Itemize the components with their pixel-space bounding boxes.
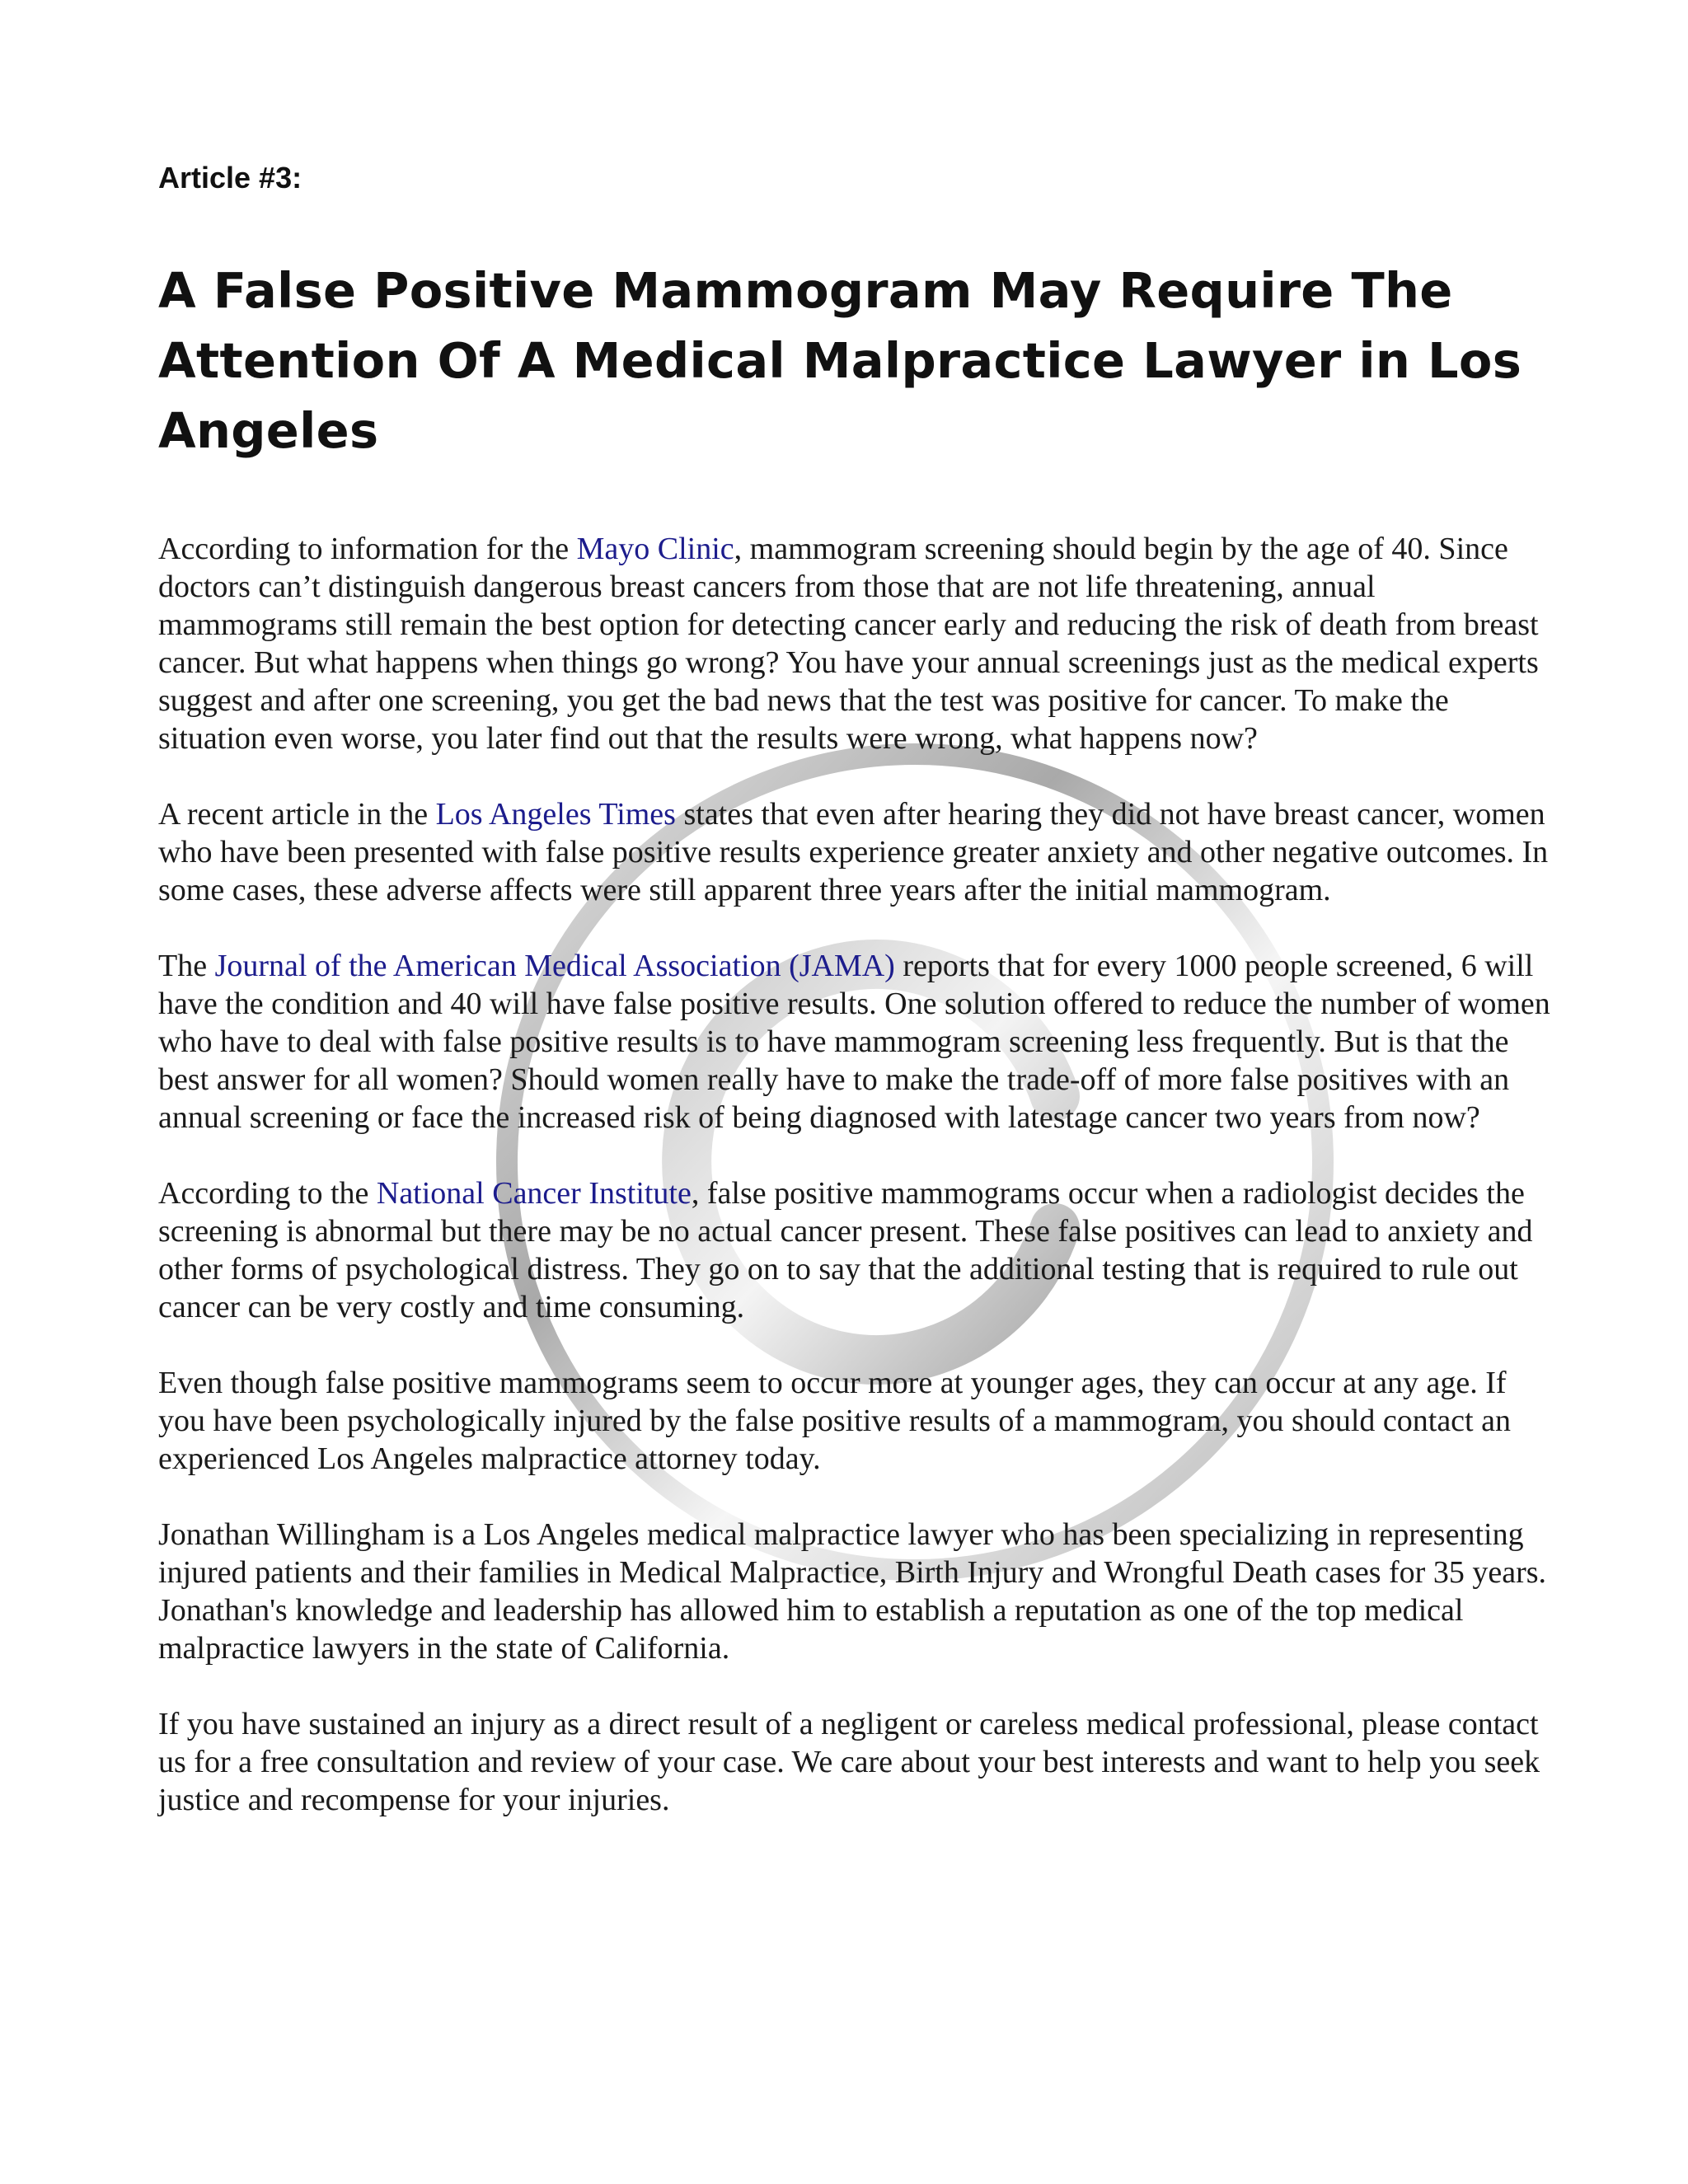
document-page: [158, 0, 1551, 2184]
paragraph-attorney-bio: Jonathan Willingham is a Los Angeles medical malpractice lawyer who has been specializing in representing injured patients and their families in Medical Malpractice, Birth Injury and Wrongful Death cases for 35 years. Jonathan's knowledge and leadership has allowed him to establish a reputation as one of the top medical malpractice lawyers in the state of California.: [158, 1517, 1547, 1666]
los-angeles-times-link[interactable]: Los Angeles Times: [435, 797, 676, 832]
mayo-clinic-link[interactable]: Mayo Clinic: [576, 532, 734, 566]
article-body: [158, 530, 1551, 1857]
paragraph-text: According to the: [158, 1176, 377, 1211]
paragraph-contact: If you have sustained an injury as a direct result of a negligent or careless medical professional, please contact us for a free consultation and review of your case. We care about your best interests and want to help you seek justice and recompense for your injuries.: [158, 1707, 1540, 1817]
paragraph-text: states that even after hearing they did not have breast cancer, women who have been presented with false positive results experience greater anxiety and other negative outcomes. In some cases, these adverse affects were still apparent three years after the initial mammogram.: [158, 797, 1549, 907]
paragraph-mayo-clinic: [158, 530, 1551, 757]
paragraph-text: A recent article in the: [158, 797, 436, 832]
paragraph-text: reports that for every 1000 people screened, 6 will have the condition and 40 will have false positive results. One solution offered to reduce the number of women who have to deal with false positive results is to have mammogram screening less frequently. But is that the best answer for all women? Should women really have to make the trade-off of more false positives with an annual screening or face the increased risk of being diagnosed with latestage cancer two years from now?: [158, 949, 1550, 1135]
article-title: A False Positive Mammogram May Require The Attention Of A Medical Malpractice Lawyer in Los Angeles: [158, 262, 1522, 459]
paragraph-nci: [158, 1174, 1551, 1326]
paragraph-la-times: [158, 795, 1551, 909]
paragraph-younger-ages: Even though false positive mammograms seem to occur more at younger ages, they can occur at any age. If you have been psychologically injured by the false positive results of a mammogram, you should contact an experienced Los Angeles malpractice attorney today.: [158, 1366, 1511, 1476]
paragraph-text: According to information for the: [158, 532, 577, 566]
paragraph-text: , mammogram screening should begin by the age of 40. Since doctors can’t distinguish dangerous breast cancers from those that are not life threatening, annual mammograms still remain the best option for detecting cancer early and reducing the risk of death from breast cancer. But what happens when things go wrong? You have your annual screenings just as the medical experts suggest and after one screening, you get the bad news that the test was positive for cancer. To make the situation even worse, you later find out that the results were wrong, what happens now?: [158, 532, 1539, 756]
national-cancer-institute-link[interactable]: National Cancer Institute: [376, 1176, 692, 1211]
jama-link[interactable]: Journal of the American Medical Association (JAMA): [214, 949, 895, 983]
paragraph-text: , false positive mammograms occur when a radiologist decides the screening is abnormal but there may be no actual cancer present. These false positives can lead to anxiety and other forms of psychological distress. They go on to say that the additional testing that is required to rule out cancer can be very costly and time consuming.: [158, 1176, 1533, 1324]
paragraph-jama: [158, 947, 1551, 1137]
paragraph-text: The: [158, 949, 215, 983]
article-label: Article #3:: [158, 161, 302, 194]
